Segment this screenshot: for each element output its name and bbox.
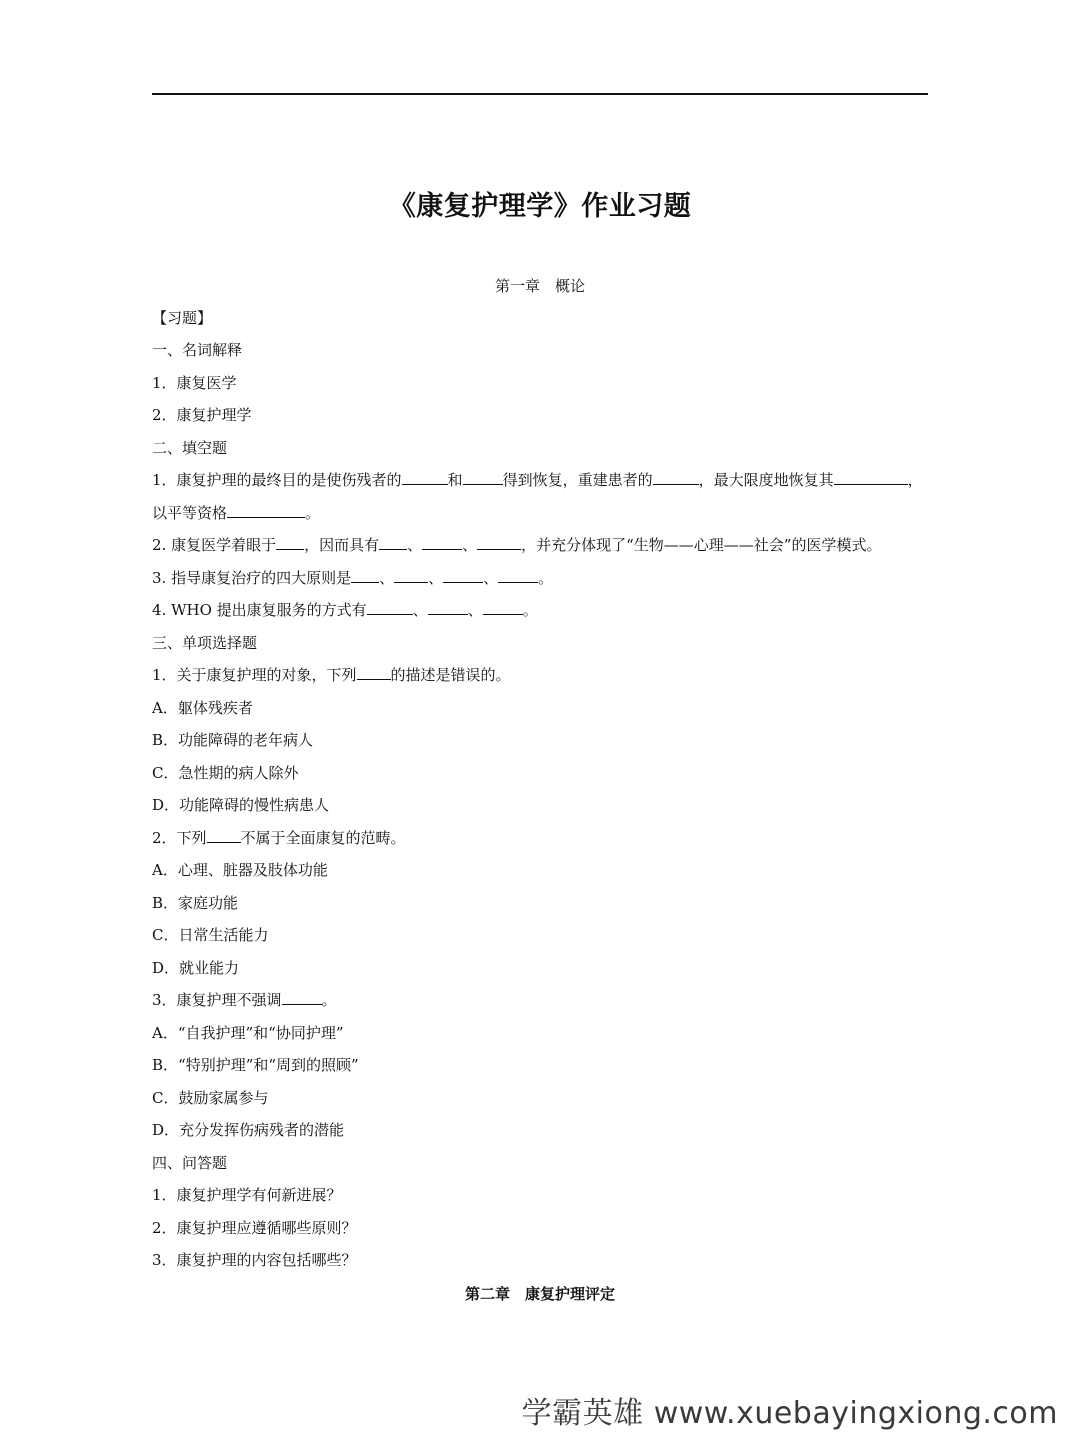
- choice-option: A．“自我护理”和“协同护理”: [152, 1024, 344, 1042]
- answer-blank: [834, 470, 908, 485]
- answer-blank: [653, 470, 699, 485]
- chapter-2-heading: 第二章 康复护理评定: [464, 1285, 615, 1303]
- answer-blank: [422, 535, 462, 550]
- qa-item: 1．康复护理学有何新进展？: [152, 1186, 342, 1204]
- fill-question-1-cont: 以平等资格 。: [152, 504, 321, 522]
- choice-option: D．就业能力: [152, 959, 240, 977]
- answer-blank: [483, 600, 523, 615]
- choice-option: D．功能障碍的慢性病患人: [152, 796, 330, 814]
- section-heading-qa: 四、问答题: [152, 1154, 228, 1172]
- section-heading-choice: 三、单项选择题: [152, 634, 258, 652]
- answer-blank: [207, 828, 241, 843]
- document-title: 《康复护理学》作业习题: [388, 191, 692, 222]
- term-item: 1．康复医学: [152, 374, 237, 392]
- choice-option: B．“特别护理”和“周到的照顾”: [152, 1056, 359, 1074]
- fill-question-2: 2. 康复医学着眼于 ，因而具有 、 、 ，并充分体现了“生物——心理——社会”的医学模式。: [152, 536, 882, 554]
- qa-item: 3．康复护理的内容包括哪些？: [152, 1251, 357, 1269]
- choice-question-2: 2．下列 不属于全面康复的范畴。: [152, 829, 406, 847]
- answer-blank: [282, 990, 322, 1005]
- answer-blank: [351, 568, 379, 583]
- exercises-label: 【习题】: [152, 309, 213, 327]
- answer-blank: [367, 600, 413, 615]
- choice-option: D．充分发挥伤病残者的潜能: [152, 1121, 345, 1139]
- choice-option: A．躯体残疾者: [152, 699, 253, 717]
- fill-question-3: 3. 指导康复治疗的四大原则是 、 、 、 。: [152, 569, 554, 587]
- header-rule: [152, 93, 928, 95]
- answer-blank: [227, 503, 305, 518]
- chapter-1-heading: 第一章 概论: [494, 277, 585, 295]
- choice-option: C．急性期的病人除外: [152, 764, 299, 782]
- choice-option: B．家庭功能: [152, 894, 239, 912]
- fill-question-4: 4. WHO 提出康复服务的方式有 、 、 。: [152, 601, 538, 619]
- section-heading-fill: 二、填空题: [152, 439, 228, 457]
- fill-question-1: 1．康复护理的最终目的是使伤残者的 和 得到恢复，重建患者的 ，最大限度地恢复其 ，: [152, 471, 923, 489]
- answer-blank: [394, 568, 428, 583]
- answer-blank: [498, 568, 538, 583]
- choice-question-1: 1．关于康复护理的对象，下列 的描述是错误的。: [152, 666, 511, 684]
- answer-blank: [402, 470, 448, 485]
- choice-option: C．鼓励家属参与: [152, 1089, 269, 1107]
- answer-blank: [463, 470, 503, 485]
- answer-blank: [443, 568, 483, 583]
- choice-option: A．心理、脏器及肢体功能: [152, 861, 328, 879]
- choice-option: C．日常生活能力: [152, 926, 269, 944]
- qa-item: 2．康复护理应遵循哪些原则？: [152, 1219, 357, 1237]
- choice-option: B．功能障碍的老年病人: [152, 731, 314, 749]
- term-item: 2．康复护理学: [152, 406, 252, 424]
- answer-blank: [357, 665, 391, 680]
- watermark: 学霸英雄 www.xuebayingxiong.com: [521, 1396, 1058, 1431]
- answer-blank: [276, 535, 304, 550]
- choice-question-3: 3．康复护理不强调 。: [152, 991, 337, 1009]
- answer-blank: [477, 535, 521, 550]
- answer-blank: [428, 600, 468, 615]
- answer-blank: [379, 535, 407, 550]
- section-heading-terms: 一、名词解释: [152, 341, 243, 359]
